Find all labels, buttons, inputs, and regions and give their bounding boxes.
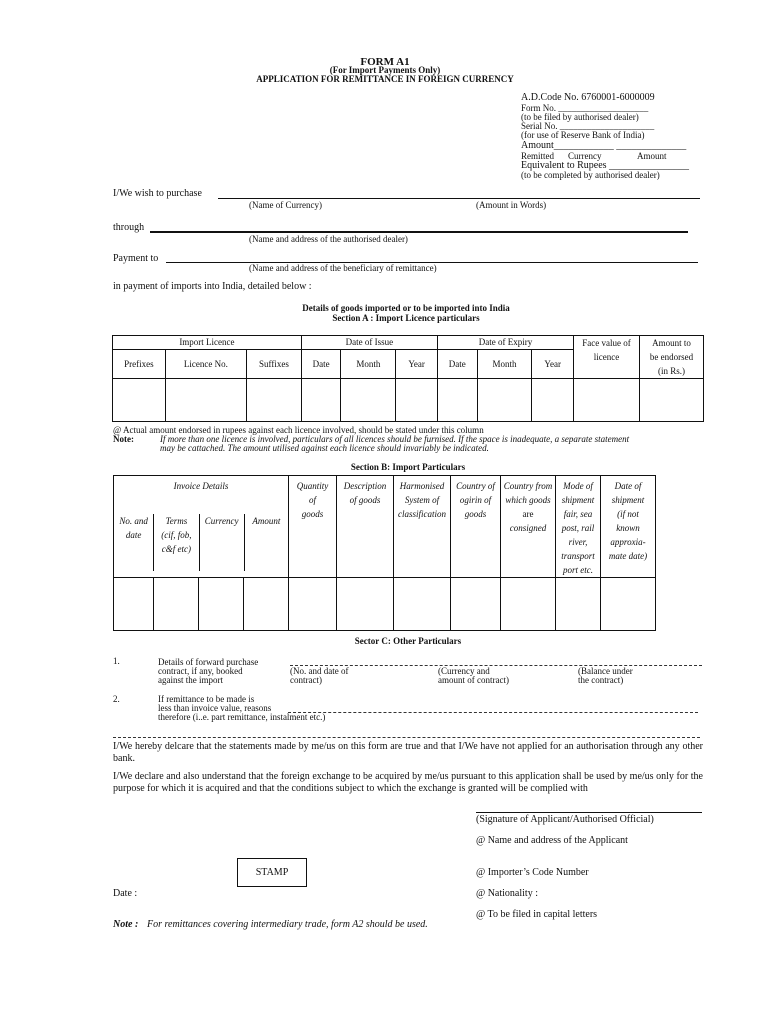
- country-from-text-2: which goods: [505, 495, 551, 505]
- terms-text: Terms: [165, 516, 188, 526]
- import-entry-cell[interactable]: [244, 578, 289, 631]
- item1-currency: (Currency and: [438, 666, 490, 676]
- purchase-label: I/We wish to purchase: [113, 188, 202, 199]
- amount-endorsed-text-3: (in Rs.): [657, 366, 685, 376]
- no-date-header: [114, 514, 154, 571]
- item1-fill-line[interactable]: [290, 665, 702, 666]
- quantity-text-3: goods: [301, 509, 324, 519]
- licence-col-header: Month: [477, 349, 532, 378]
- import-entry-cell[interactable]: [501, 578, 556, 631]
- invoice-subheaders: [114, 514, 288, 571]
- item1-amount-contract: amount of contract): [438, 675, 509, 685]
- mode-text-7: port etc.: [563, 565, 593, 575]
- terms-text-3: c&f etc): [161, 544, 192, 554]
- description-text: Description: [343, 481, 387, 491]
- note-label: Note:: [113, 434, 134, 444]
- import-entry-cell[interactable]: [114, 578, 154, 631]
- licence-entry-cell[interactable]: [532, 379, 574, 422]
- country-from-text: Country from: [503, 481, 553, 491]
- licence-entry-cell[interactable]: [574, 379, 640, 422]
- through-caption: (Name and address of the authorised dealer): [249, 234, 408, 244]
- through-line[interactable]: [150, 231, 688, 233]
- item1-line1: Details of forward purchase: [158, 657, 259, 667]
- endorse-note-line2: If more than one licence is involved, particulars of all licences should be furnised. If the space is inadequate, a separate statement: [160, 434, 630, 444]
- import-licence-header: Import Licence: [113, 336, 302, 350]
- stamp-label: STAMP: [255, 867, 289, 878]
- import-entry-cell[interactable]: [556, 578, 601, 631]
- date-shipment-text-3: (if not: [617, 509, 639, 519]
- equivalent-note: (to be completed by authorised dealer): [521, 170, 660, 180]
- harmonised-header: [394, 476, 451, 578]
- item2-number: 2.: [113, 694, 120, 704]
- amount-endorsed-text: Amount to: [652, 338, 691, 348]
- licence-entry-cell[interactable]: [301, 379, 341, 422]
- form-no-note: (to be filed by authorised dealer): [521, 112, 639, 122]
- item2-line1: If remittance to be made is: [158, 694, 255, 704]
- section-b-heading: Section B: Import Particulars: [350, 462, 466, 472]
- item1-contract: contract): [290, 675, 322, 685]
- origin-header: [451, 476, 501, 578]
- payment-caption: (Name and address of the beneficiary of remittance): [249, 263, 437, 273]
- signature-line[interactable]: [476, 812, 702, 813]
- item1-no-date: (No. and date of: [290, 666, 349, 676]
- licence-entry-cell[interactable]: [113, 379, 166, 422]
- section-a-heading: Details of goods imported or to be imported into India: [302, 303, 510, 313]
- face-value-text-2: licence: [593, 352, 620, 362]
- licence-entry-cell[interactable]: [477, 379, 532, 422]
- serial-no-field[interactable]: Serial No. _____________________: [521, 121, 655, 131]
- no-date-text: No. and: [119, 516, 148, 526]
- licence-entry-cell[interactable]: [396, 379, 438, 422]
- harmonised-text-3: classification: [398, 509, 446, 519]
- licence-entry-cell[interactable]: [437, 379, 477, 422]
- item2-fill-line[interactable]: [288, 712, 698, 713]
- licence-entry-cell[interactable]: [165, 379, 246, 422]
- mode-text-2: shipment: [561, 495, 595, 505]
- amount-in-words-caption: (Amount in Words): [476, 200, 547, 210]
- date-of-issue-header: Date of Issue: [301, 336, 437, 350]
- remitted-label: Remitted: [521, 151, 554, 161]
- date-shipment-text: Date of: [614, 481, 642, 491]
- date-shipment-text-4: known: [616, 523, 640, 533]
- mode-header: [556, 476, 601, 578]
- quantity-header: [289, 476, 337, 578]
- licence-col-header: Year: [396, 349, 438, 378]
- licence-entry-cell[interactable]: [639, 379, 703, 422]
- face-value-header: [574, 336, 640, 379]
- face-value-text: Face value of: [582, 338, 631, 348]
- mode-text-6: transport: [561, 551, 595, 561]
- endorse-note-line3: may be cattached. The amount utilised against each licence should invariably be indicated.: [160, 443, 489, 453]
- amount-header: Amount: [252, 516, 281, 526]
- licence-col-header: Suffixes: [247, 349, 302, 378]
- country-from-text-3: are: [522, 509, 534, 519]
- section-divider: [113, 737, 700, 738]
- amount-endorsed-text-2: be endorsed: [649, 352, 694, 362]
- purchase-line[interactable]: [218, 198, 700, 199]
- licence-col-header: Month: [341, 349, 396, 378]
- invoice-details-header: Invoice Details: [173, 481, 229, 491]
- amount-label: Amount: [637, 151, 667, 161]
- ad-code: A.D.Code No. 6760001-6000009: [521, 92, 655, 103]
- date-label: Date :: [113, 888, 138, 899]
- application-title: APPLICATION FOR REMITTANCE IN FOREIGN CURRENCY: [256, 74, 514, 84]
- mode-text-5: river,: [568, 537, 588, 547]
- licence-col-header: Date: [437, 349, 477, 378]
- date-of-expiry-header: Date of Expiry: [437, 336, 573, 350]
- import-particulars-table: [113, 475, 656, 631]
- import-entry-cell[interactable]: [154, 578, 199, 631]
- through-label: through: [113, 222, 145, 233]
- import-entry-cell[interactable]: [451, 578, 501, 631]
- date-shipment-text-6: mate date): [608, 551, 648, 561]
- section-a-subheading: Section A : Import Licence particulars: [332, 313, 480, 323]
- quantity-text-2: of: [308, 495, 316, 505]
- capital-letters-note: @ To be filed in capital letters: [476, 909, 598, 920]
- licence-col-header: Licence No.: [165, 349, 246, 378]
- invoice-details-cell: [114, 476, 289, 578]
- import-entry-cell[interactable]: [289, 578, 337, 631]
- serial-no-note: (for use of Reserve Bank of India): [521, 130, 645, 140]
- currency-label: Currency: [568, 151, 602, 161]
- origin-text: Country of: [456, 481, 495, 491]
- import-entry-cell[interactable]: [601, 578, 656, 631]
- footer-note-text: For remittances covering intermediary trade, form A2 should be used.: [147, 919, 428, 930]
- nationality: @ Nationality :: [476, 888, 538, 899]
- mode-text-4: post, rail: [561, 523, 595, 533]
- form-subtitle: (For Import Payments Only): [329, 65, 441, 75]
- terms-header: [154, 514, 199, 571]
- item1-balance: (Balance under: [578, 666, 633, 676]
- date-shipment-text-5: approxia-: [610, 537, 646, 547]
- endorse-note-line1: @ Actual amount endorsed in rupees against each licence involved, should be stated under this column: [113, 425, 484, 435]
- signature-caption: (Signature of Applicant/Authorised Official): [476, 814, 654, 825]
- declaration-para-1: I/We hereby delcare that the statements made by me/us on this form are true and that I/We have not applied for an authorisation through any other bank.: [113, 741, 703, 764]
- origin-text-3: goods: [464, 509, 487, 519]
- licence-col-header: Prefixes: [113, 349, 166, 378]
- payment-label: Payment to: [113, 253, 159, 264]
- harmonised-text-2: System of: [404, 495, 440, 505]
- licence-entry-cell[interactable]: [247, 379, 302, 422]
- item2-line2: less than invoice value, reasons: [158, 703, 272, 713]
- origin-text-2: ogirin of: [459, 495, 492, 505]
- applicant-name-address: @ Name and address of the Applicant: [476, 835, 628, 846]
- no-date-text-2: date: [125, 530, 142, 540]
- mode-text-3: fair, sea: [563, 509, 593, 519]
- import-entry-cell[interactable]: [394, 578, 451, 631]
- stamp-box: [237, 858, 307, 887]
- description-text-2: of goods: [349, 495, 381, 505]
- item1-line2: contract, if any, booked: [158, 666, 243, 676]
- item1-line3: against the import: [158, 675, 223, 685]
- currency-header: Currency: [200, 514, 245, 571]
- country-from-header: [501, 476, 556, 578]
- item2-line3: therefore (i..e. part remittance, instalment etc.): [158, 712, 326, 722]
- import-entry-cell[interactable]: [199, 578, 244, 631]
- licence-col-header: Year: [532, 349, 574, 378]
- date-shipment-header: [601, 476, 656, 578]
- country-from-text-4: consigned: [509, 523, 547, 533]
- mode-text: Mode of: [563, 481, 593, 491]
- section-c-heading: Sector C: Other Particulars: [354, 636, 462, 646]
- import-entry-cell[interactable]: [337, 578, 394, 631]
- item1-number: 1.: [113, 656, 120, 666]
- declaration-para-2: I/We declare and also understand that the foreign exchange to be acquired by me/us pursuant to this application shall be used by me/us only for the purpose for which it is acquired and that the conditions subject to which the exchange is granted will be complied with: [113, 771, 703, 794]
- harmonised-text: Harmonised: [399, 481, 445, 491]
- importer-code: @ Importer’s Code Number: [476, 867, 589, 878]
- equivalent-field[interactable]: Equivalent to Rupees ________________: [521, 160, 690, 171]
- form-title: FORM A1: [360, 56, 410, 68]
- name-of-currency-caption: (Name of Currency): [249, 200, 322, 210]
- licence-col-header: Date: [301, 349, 341, 378]
- amount-endorsed-header: [639, 336, 703, 379]
- footer-note-label: Note :: [113, 919, 139, 930]
- quantity-text: Quantity: [296, 481, 329, 491]
- amount-field[interactable]: Amount____________ ______________: [521, 140, 687, 151]
- terms-text-2: (cif, fob,: [161, 530, 192, 540]
- imports-line: in payment of imports into India, detailed below :: [113, 281, 312, 292]
- item1-the-contract: the contract): [578, 675, 624, 685]
- licence-entry-cell[interactable]: [341, 379, 396, 422]
- date-shipment-text-2: shipment: [611, 495, 645, 505]
- import-licence-table: [112, 335, 704, 422]
- form-no-field[interactable]: Form No. ____________________: [521, 103, 649, 113]
- description-header: [337, 476, 394, 578]
